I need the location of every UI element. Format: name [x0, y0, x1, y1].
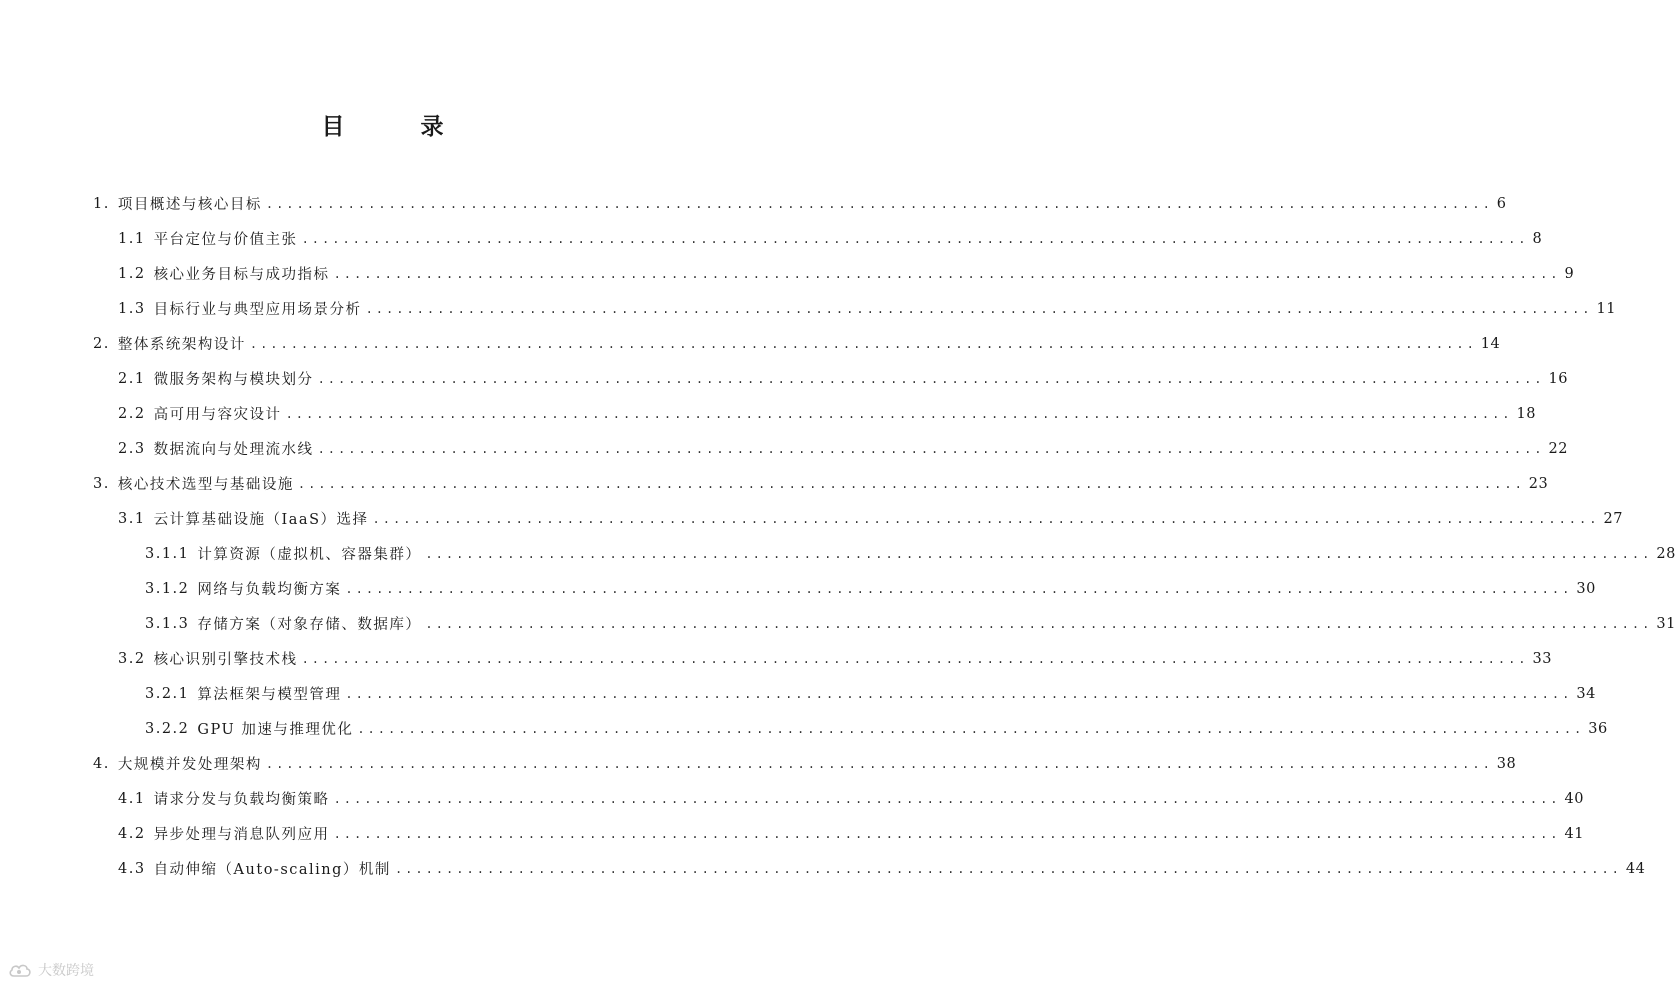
toc-entry-page-number: 27	[1603, 510, 1623, 527]
toc-dot-leader: ........................................................................................................................	[301, 651, 1529, 666]
toc-entry-number: 1.	[93, 195, 110, 212]
watermark-text: 大数跨境	[38, 963, 94, 979]
toc-entry-page-number: 14	[1480, 335, 1501, 352]
toc-entry-page-number: 31	[1656, 615, 1676, 632]
toc-dot-leader: ........................................................................................................................	[317, 441, 1545, 456]
toc-entry-number: 4.2	[118, 825, 146, 842]
toc-entry-title: 高可用与容灾设计	[153, 407, 282, 423]
toc-dot-leader: ........................................................................................................................	[333, 826, 1561, 841]
toc-entry-page-number: 16	[1548, 370, 1568, 387]
toc-entry-page-number: 30	[1576, 580, 1596, 597]
toc-entry-title: 自动伸缩（Auto-scaling）机制	[153, 862, 391, 878]
toc-entry-title: 云计算基础设施（IaaS）选择	[153, 512, 369, 528]
toc-entry-page-number: 11	[1596, 300, 1616, 317]
toc-entry-number: 3.1.2	[145, 580, 190, 597]
toc-entry-title: 算法框架与模型管理	[197, 687, 342, 703]
toc-entry-number: 1.2	[118, 265, 146, 282]
toc-entry-title: 请求分发与负载均衡策略	[153, 792, 330, 808]
toc-entry-number: 4.3	[118, 860, 146, 877]
toc-entry-page-number: 40	[1564, 790, 1584, 807]
toc-entry-page-number: 8	[1532, 230, 1543, 247]
toc-entry-number: 3.1.1	[145, 545, 190, 562]
toc-entry-number: 2.2	[118, 405, 146, 422]
toc-entry-number: 4.1	[118, 790, 146, 807]
cloud-logo-icon	[8, 961, 32, 979]
toc-entry-title: 目标行业与典型应用场景分析	[153, 302, 362, 318]
toc-entry-page-number: 38	[1496, 755, 1517, 772]
toc-entry-title: 核心识别引擎技术栈	[153, 652, 298, 668]
toc-entry-title: 异步处理与消息队列应用	[153, 827, 330, 843]
toc-entry-page-number: 44	[1625, 860, 1646, 877]
toc-entry-title: 整体系统架构设计	[117, 337, 246, 353]
toc-entry[interactable]	[0, 606, 1676, 641]
toc-dot-leader: ........................................................................................................................	[249, 336, 1477, 351]
toc-entry-page-number: 22	[1548, 440, 1568, 457]
toc-dot-leader: ........................................................................................................................	[333, 266, 1561, 281]
toc-entry[interactable]	[0, 291, 1616, 326]
toc-dot-leader: ........................................................................................................................	[285, 406, 1513, 421]
toc-entry-title: 微服务架构与模块划分	[153, 372, 314, 388]
toc-entry[interactable]	[0, 816, 1584, 851]
toc-entry[interactable]	[0, 781, 1584, 816]
toc-entry-title: 平台定位与价值主张	[153, 232, 298, 248]
toc-entry-number: 2.3	[118, 440, 146, 457]
toc-dot-leader: ........................................................................................................................	[365, 301, 1593, 316]
toc-entry[interactable]	[0, 186, 1507, 221]
toc-entry-number: 3.2.1	[145, 685, 190, 702]
toc-entry-title: 网络与负载均衡方案	[197, 582, 342, 598]
toc-entry[interactable]	[0, 571, 1596, 606]
toc-entry[interactable]	[0, 361, 1568, 396]
toc-entry-page-number: 23	[1528, 475, 1549, 492]
toc-entry-number: 3.2	[118, 650, 146, 667]
toc-entry-number: 1.3	[118, 300, 146, 317]
toc-dot-leader: ........................................................................................................................	[265, 756, 1493, 771]
toc-entry[interactable]	[0, 396, 1536, 431]
toc-dot-leader: ........................................................................................................................	[301, 231, 1529, 246]
watermark	[8, 960, 94, 980]
toc-entry-number: 2.1	[118, 370, 146, 387]
toc-entry[interactable]	[0, 431, 1568, 466]
toc-entry[interactable]	[0, 641, 1552, 676]
toc-entry-page-number: 33	[1532, 650, 1552, 667]
toc-entry[interactable]	[0, 711, 1608, 746]
toc-dot-leader: ........................................................................................................................	[317, 371, 1545, 386]
toc-entry-number: 1.1	[118, 230, 146, 247]
toc-entry-title: 数据流向与处理流水线	[153, 442, 314, 458]
toc-entry-page-number: 9	[1564, 265, 1575, 282]
toc-dot-leader: ........................................................................................................................	[345, 686, 1573, 701]
toc-entry-title: 核心技术选型与基础设施	[117, 477, 294, 493]
toc-dot-leader: ........................................................................................................................	[345, 581, 1573, 596]
toc-dot-leader: ........................................................................................................................	[425, 616, 1653, 631]
toc-dot-leader: ........................................................................................................................	[425, 546, 1653, 561]
toc-entry-page-number: 36	[1588, 720, 1608, 737]
page-title: 目 录	[321, 114, 478, 140]
toc-entry-title: 计算资源（虚拟机、容器集群）	[197, 547, 422, 563]
toc-entry[interactable]	[0, 256, 1575, 291]
toc-entry-number: 2.	[93, 335, 110, 352]
toc-entry-number: 3.1	[118, 510, 146, 527]
toc-dot-leader: ........................................................................................................................	[357, 721, 1585, 736]
toc-entry-number: 3.2.2	[145, 720, 190, 737]
toc-dot-leader: ........................................................................................................................	[333, 791, 1561, 806]
toc-entry[interactable]	[0, 326, 1501, 361]
toc-dot-leader: ........................................................................................................................	[297, 476, 1525, 491]
toc-dot-leader: ........................................................................................................................	[265, 196, 1493, 211]
toc-entry-page-number: 6	[1496, 195, 1507, 212]
toc-entry[interactable]	[0, 501, 1623, 536]
toc-entry-number: 3.	[93, 475, 110, 492]
toc-entry-page-number: 28	[1656, 545, 1676, 562]
toc-entry-title: 项目概述与核心目标	[117, 197, 262, 213]
toc-entry[interactable]	[0, 851, 1646, 886]
toc-dot-leader: ........................................................................................................................	[394, 861, 1622, 876]
toc-entry-title: 存储方案（对象存储、数据库）	[197, 617, 422, 633]
toc-entry-title: 大规模并发处理架构	[117, 757, 262, 773]
toc-entry-page-number: 34	[1576, 685, 1596, 702]
toc-entry-number: 4.	[93, 755, 110, 772]
toc-entry-page-number: 41	[1564, 825, 1584, 842]
toc-entry-page-number: 18	[1516, 405, 1536, 422]
toc-entry[interactable]	[0, 746, 1517, 781]
toc-entry-number: 3.1.3	[145, 615, 190, 632]
toc-dot-leader: ........................................................................................................................	[372, 511, 1600, 526]
toc-entry[interactable]	[0, 466, 1549, 501]
toc-entry-title: 核心业务目标与成功指标	[153, 267, 330, 283]
toc-entry[interactable]	[0, 536, 1676, 571]
toc-entry-title: GPU 加速与推理优化	[197, 722, 354, 738]
toc-entry[interactable]	[0, 221, 1543, 256]
toc-entry[interactable]	[0, 676, 1596, 711]
